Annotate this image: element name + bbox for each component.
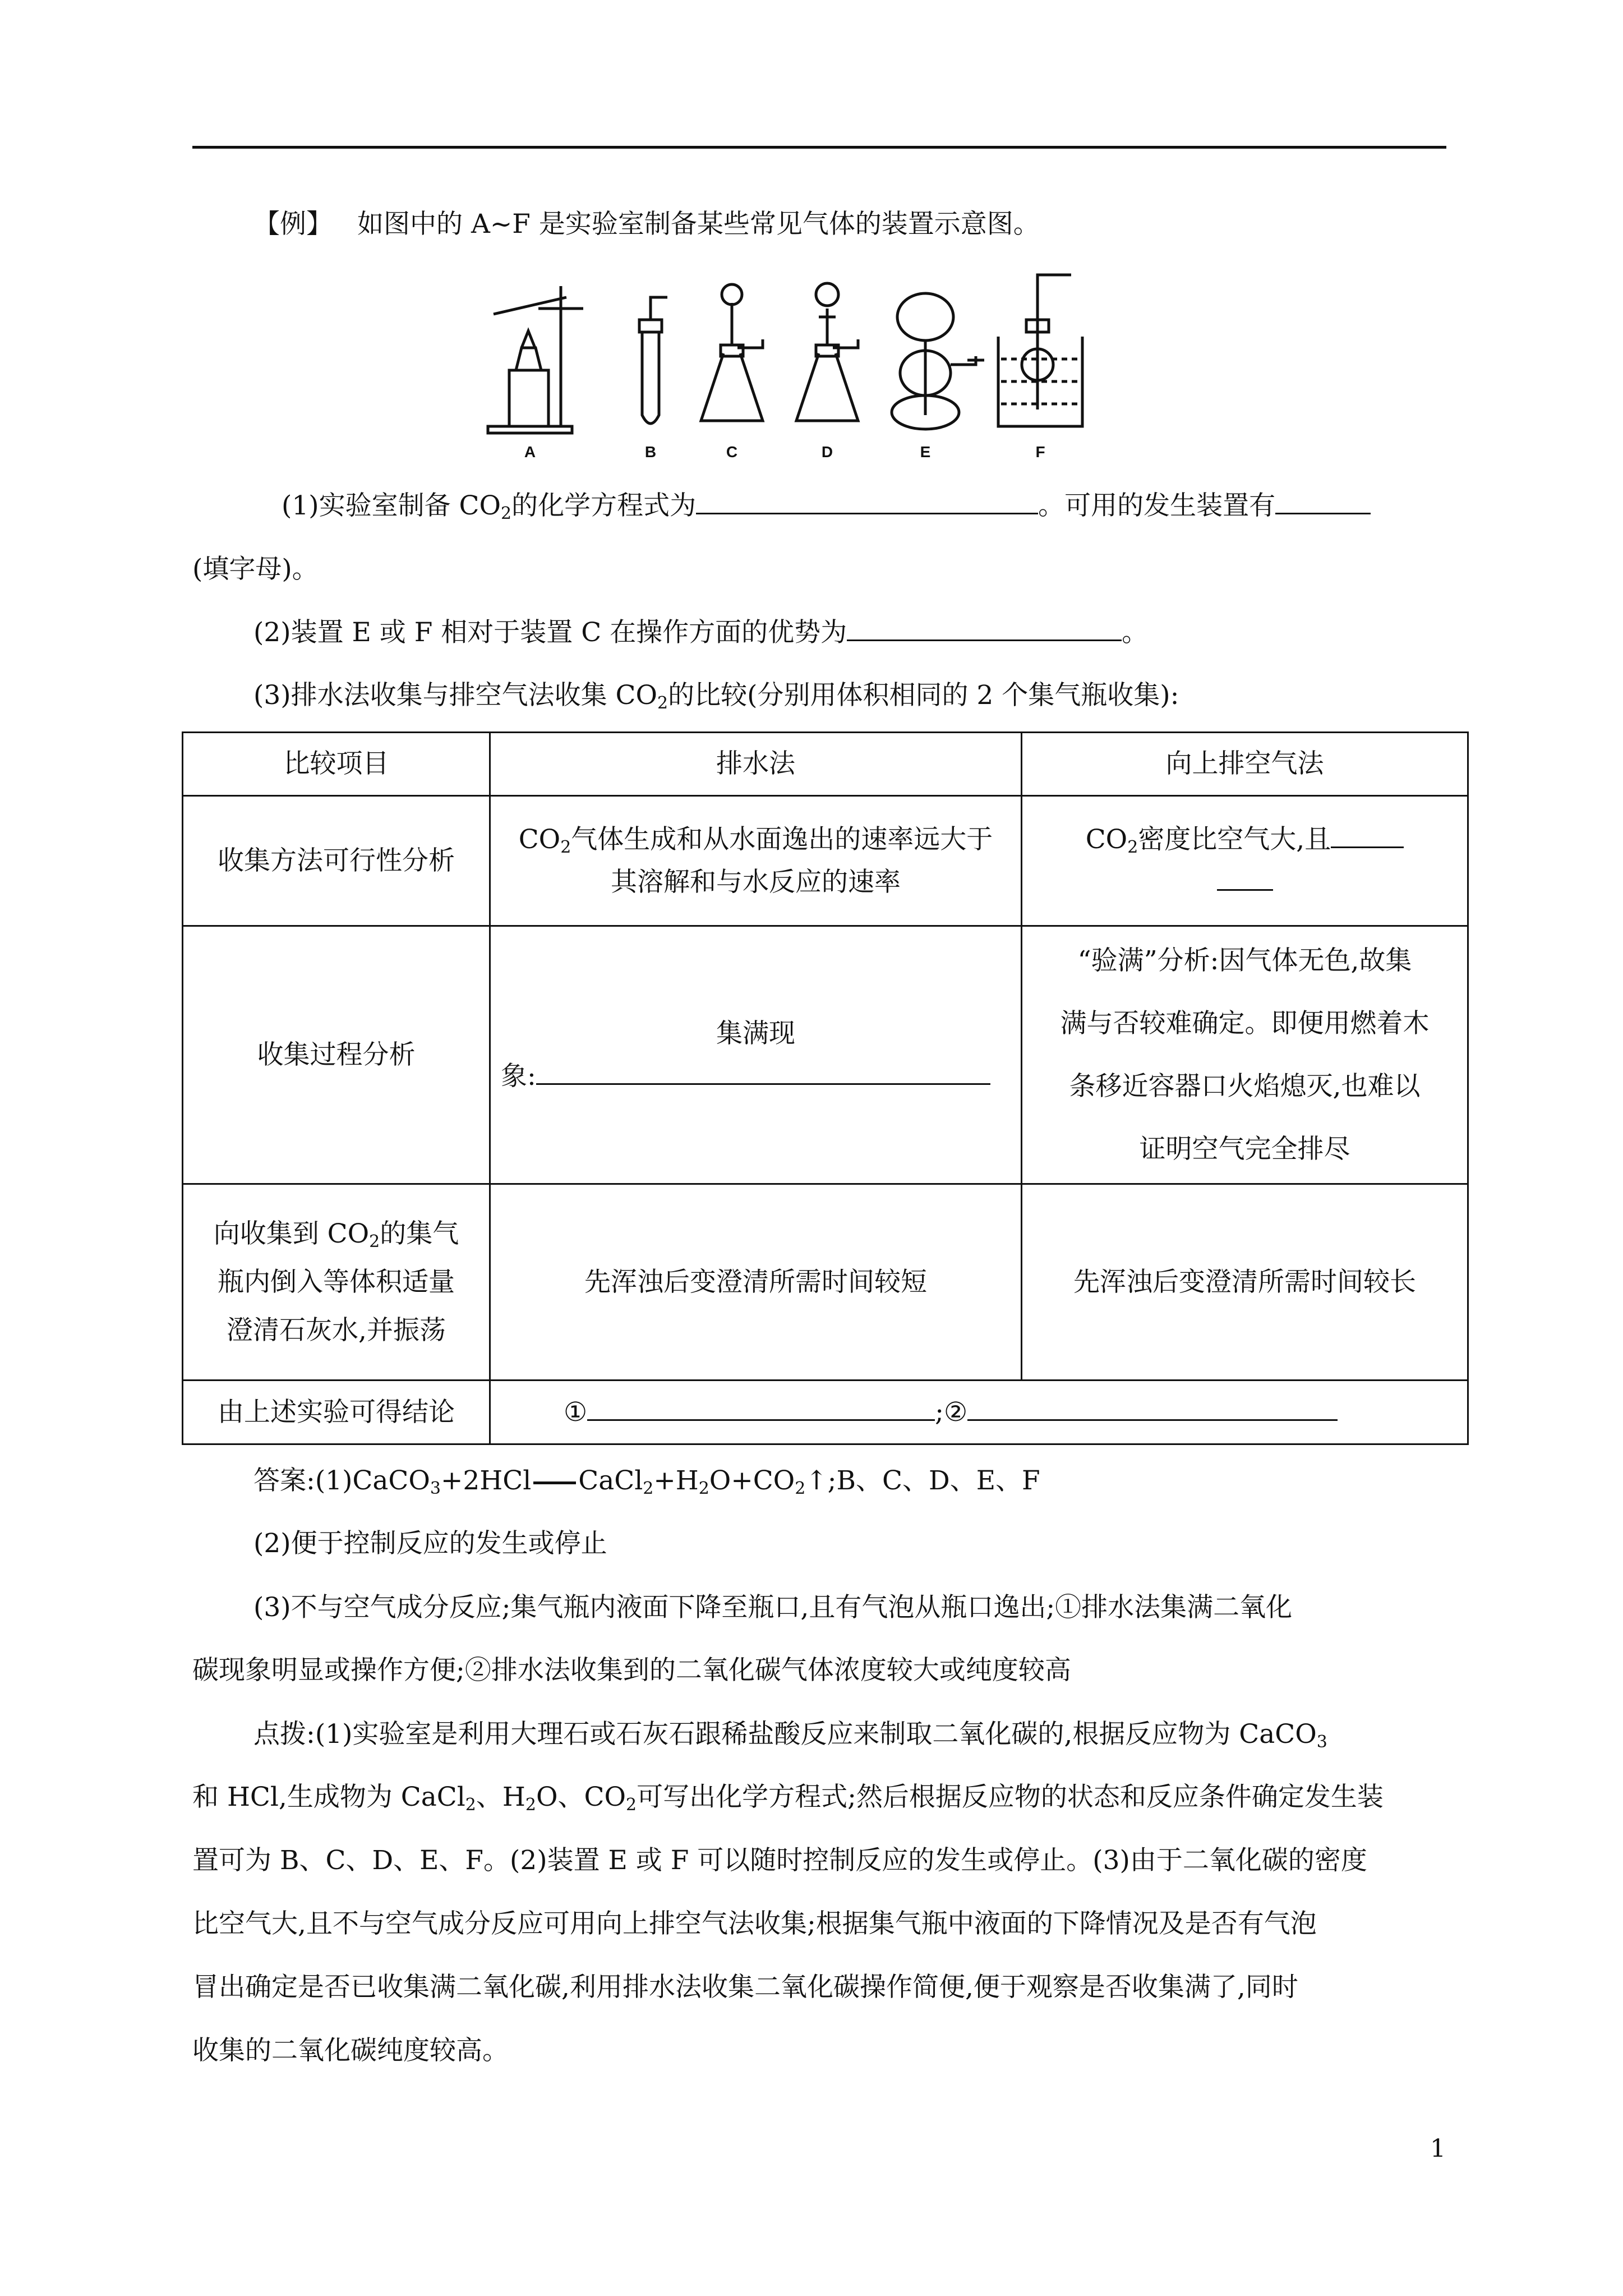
conclusion-1-blank[interactable]: [587, 1396, 935, 1421]
row2-water: 集满现 象:: [490, 926, 1022, 1184]
table-row: [183, 1381, 1468, 1444]
row3-item: 向收集到 $CO_2$的集气 瓶内倒入等体积适量 澄清石灰水,并振荡: [183, 1184, 490, 1381]
comparison-table: [182, 731, 1469, 1445]
row1-item: 收集方法可行性分析: [183, 796, 490, 926]
row4-item: 由上述实验可得结论: [183, 1381, 490, 1444]
row2-air: “验满”分析:因气体无色,故集 满与否较难确定。即便用燃着木 条移近容器口火焰熄灭,也难以 证明空气完全排尽: [1022, 926, 1468, 1184]
q1-text-d: (填字母)。: [192, 554, 319, 585]
question-3-line: [253, 679, 1179, 712]
apparatus-a-icon: [488, 286, 583, 433]
q1-apparatus-blank[interactable]: [1275, 489, 1371, 514]
table-header-row: [183, 733, 1468, 796]
q1-text-a: (1)实验室制备 CO: [282, 490, 501, 521]
row1-water: $CO_2$气体生成和从水面逸出的速率远大于 其溶解和与水反应的速率: [490, 796, 1022, 926]
table-row: [183, 1184, 1468, 1381]
figure-label-e: E: [920, 443, 931, 461]
question-2-line: [253, 616, 1148, 650]
answer-line-3: (3)不与空气成分反应;集气瓶内液面下降至瓶口,且有气泡从瓶口逸出;①排水法集满二氧化: [253, 1592, 1293, 1623]
figure-label-d: D: [821, 443, 833, 461]
figure-label-b: B: [644, 443, 657, 461]
q2-text-b: 。: [1122, 617, 1149, 648]
q2-blank[interactable]: [847, 616, 1122, 641]
conclusion-2-blank[interactable]: [967, 1396, 1338, 1421]
apparatus-b-icon: [639, 297, 667, 424]
apparatus-c-icon: [701, 284, 763, 421]
q1-equation-blank[interactable]: [696, 489, 1038, 514]
table-row: [183, 796, 1468, 926]
figure-label-a: A: [524, 443, 536, 461]
question-1-line1: [282, 489, 1371, 523]
hint-line-6: 收集的二氧化碳纯度较高。: [192, 2035, 509, 2066]
example-intro-line: [253, 208, 1040, 241]
page-number: 1: [1430, 2134, 1446, 2163]
row2-water-blank[interactable]: [536, 1060, 990, 1085]
header-water: 排水法: [490, 733, 1022, 796]
apparatus-f-icon: [998, 275, 1082, 426]
hint-line-5: 冒出确定是否已收集满二氧化碳,利用排水法收集二氧化碳操作简便,便于观察是否收集满了,同时: [192, 1972, 1298, 2003]
header-rule: [192, 146, 1446, 149]
example-tag: 【例】: [253, 209, 333, 240]
answer-line-2: (2)便于控制反应的发生或停止: [253, 1528, 607, 1559]
apparatus-figure: [482, 264, 1133, 466]
q2-text-a: (2)装置 E 或 F 相对于装置 C 在操作方面的优势为: [253, 617, 847, 648]
row4-conclusions: ① ;②: [490, 1381, 1468, 1444]
equals-bar: [533, 1481, 576, 1484]
hint-line-1: 点拨:(1)实验室是利用大理石或石灰石跟稀盐酸反应来制取二氧化碳的,根据反应物为 CaCO$_3$: [253, 1719, 1327, 1752]
table-row: [183, 926, 1468, 1184]
example-intro: 如图中的 A~F 是实验室制备某些常见气体的装置示意图。: [357, 209, 1040, 240]
row3-water: 先浑浊后变澄清所需时间较短: [490, 1184, 1022, 1381]
row1-air: $CO_2$密度比空气大,且: [1022, 796, 1468, 926]
row2-item: 收集过程分析: [183, 926, 490, 1184]
row3-air: 先浑浊后变澄清所需时间较长: [1022, 1184, 1468, 1381]
q1-sub: 2: [501, 504, 512, 523]
q1-text-c: 。可用的发生装置有: [1038, 490, 1276, 521]
answer-line-4: 碳现象明显或操作方便;②排水法收集到的二氧化碳气体浓度较大或纯度较高: [192, 1655, 1071, 1686]
q3-text-a: (3)排水法收集与排空气法收集 CO: [253, 680, 658, 711]
q3-sub: 2: [657, 693, 668, 713]
row1-air-blank-2[interactable]: [1217, 866, 1273, 891]
header-air: 向上排空气法: [1022, 733, 1468, 796]
apparatus-e-icon: [892, 293, 984, 429]
figure-label-f: F: [1035, 443, 1045, 461]
q3-text-b: 的比较(分别用体积相同的 2 个集气瓶收集):: [668, 680, 1179, 711]
q1-text-b: 的化学方程式为: [511, 490, 697, 521]
hint-line-3: 置可为 B、C、D、E、F。(2)装置 E 或 F 可以随时控制反应的发生或停止。(3)由于二氧化碳的密度: [192, 1845, 1367, 1876]
row1-air-blank[interactable]: [1331, 823, 1404, 848]
answer-line-1: 答案:(1)CaCO$_3$+2HCl $CaCl_2+H_2O+CO_2↑;B$、C、D、E、F: [253, 1465, 1040, 1498]
header-item: 比较项目: [183, 733, 490, 796]
hint-line-2: 和 HCl,生成物为 CaCl$_2$、$H_2O$、$CO_2$可写出化学方程式;然后根据反应物的状态和反应条件确定发生装: [192, 1782, 1384, 1815]
hint-line-4: 比空气大,且不与空气成分反应可用向上排空气法收集;根据集气瓶中液面的下降情况及是否有气泡: [192, 1908, 1317, 1939]
figure-label-c: C: [726, 443, 738, 461]
question-1-line2: [192, 553, 319, 586]
apparatus-d-icon: [796, 283, 858, 421]
